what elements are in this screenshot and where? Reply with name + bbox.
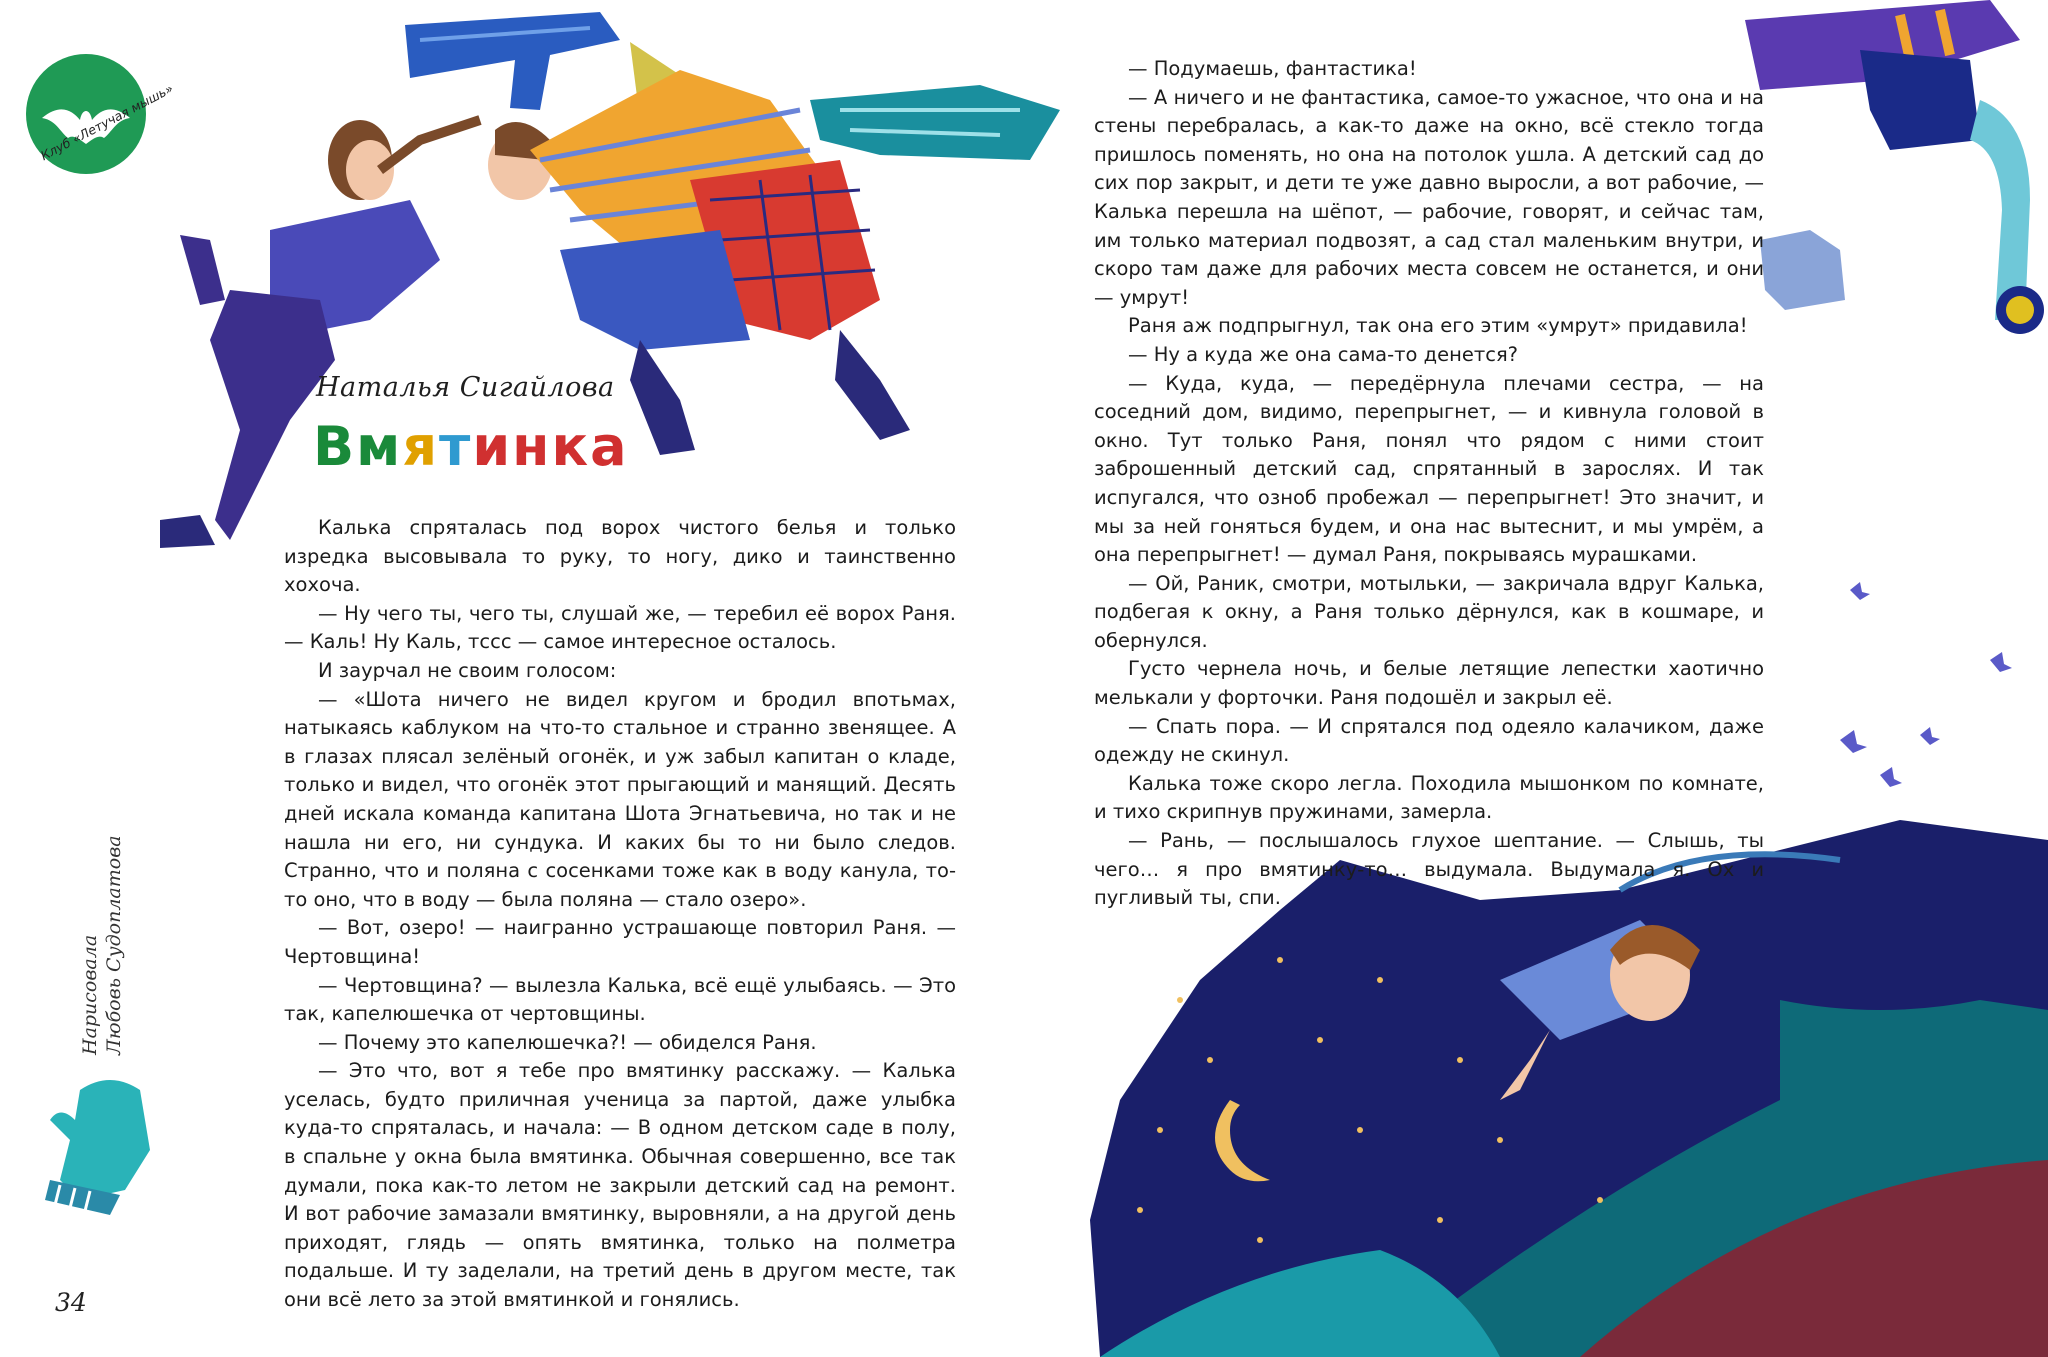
paragraph: — Подумаешь, фантастика!: [1128, 57, 1417, 80]
paragraph: — Почему это капелюшечка?! — обиделся Раня.: [318, 1030, 817, 1054]
title-letter: я: [402, 415, 439, 478]
title-letter: а: [590, 415, 629, 478]
paragraph: — Чертовщина? — вылезла Калька, всё ещё улыбаясь. — Это так, капелюшечка от чертовщины.: [284, 973, 956, 1026]
clothes-illustration: [1740, 0, 2048, 340]
paragraph: Густо чернела ночь, и белые летящие лепестки хаотично мелькали у форточки. Раня подошёл и закрыл её.: [1094, 657, 1764, 710]
title-letter: и: [472, 415, 513, 478]
paragraph: Раня аж подпрыгнул, так она его этим «умрут» придавила!: [1128, 314, 1748, 338]
paragraph: Калька тоже скоро легла. Походила мышонком по комнате, и тихо скрипнув пружинами, замерла.: [1094, 771, 1764, 824]
moths-illustration: [1820, 560, 2048, 820]
title-letter: т: [439, 415, 473, 478]
mitten-illustration: [40, 1070, 180, 1220]
paragraph: — Вот, озеро! — наигранно устрашающе повторил Раня. — Чертовщина!: [284, 916, 956, 968]
paragraph: Калька спряталась под ворох чистого белья и только изредка высовывала то руку, то ногу, дико и таинственно хохоча.: [284, 516, 956, 597]
illustrator-credit: [78, 825, 126, 1055]
left-text-column: [284, 514, 956, 1315]
club-label: Клуб «Летучая мышь»: [38, 80, 176, 164]
story-title: [313, 415, 629, 478]
paragraph: И заурчал не своим голосом:: [318, 658, 617, 682]
credit-line: Нарисовала: [79, 934, 101, 1055]
title-letter: В: [313, 415, 357, 478]
page-number: 34: [55, 1288, 87, 1317]
paragraph: — «Шота ничего не видел кругом и бродил впотьмах, натыкаясь каблуком на что-то стальное и странно звенящее. А в глазах плясал зелёный огонёк, и уж забыл капитан о кладе, только и видел, что огонёк этот прыгающий и манящий. Десять дней искала команда капитана Шота Эгнатьевича, но так и не нашла ни его, ни сундука. И каких бы то ни было следов. Странно, что и поляна с сосенками тоже как в воду канула, то-то оно, что в воду — была поляна — стало озеро».: [284, 687, 956, 911]
paragraph: — Куда, куда, — передёрнула плечами сестра, — на соседний дом, видимо, перепрыгнет, — и кивнула головой в окно. Тут только Раня, понял что рядом с ними стоит заброшенный детский сад, спрятанный в зарослях. И так испугался, что озноб пробежал — перепрыгнет! Это значит, и мы за ней гоняться будем, и она нас вытеснит, и мы умрём, а она перепрыгнет! — думал Раня, покрываясь мурашками.: [1094, 371, 1764, 567]
paragraph: — Рань, — послышалось глухое шептание. — Слышь, ты чего… я про вмятинку-то… выдумала. Выдумала я. Ох и пугливый ты, спи.: [1094, 829, 1764, 910]
paragraph: — Это что, вот я тебе про вмятинку расскажу. — Калька уселась, будто приличная ученица за партой, даже улыбка куда-то спряталась, и начала: — В одном детском саде в полу, в спальне у окна была вмятинка. Обычная совершенно, все так думали, пока как-то летом не закрыли детский сад на ремонт. И вот рабочие замазали вмятинку, выровняли, а на другой день приходят, глядь — опять вмятинка, только на полметра подальше. И ту заделали, на третий день в другом месте, так они всё лето за этой вмятинкой и гонялись.: [284, 1059, 956, 1312]
paragraph: — Спать пора. — И спрятался под одеяло калачиком, даже одежду не скинул.: [1094, 714, 1764, 767]
title-letter: н: [512, 415, 552, 478]
title-letter: к: [551, 415, 591, 478]
author-name: Наталья Сигайлова: [316, 372, 615, 403]
paragraph: — А ничего и не фантастика, самое-то ужасное, что она и на стены перебралась, а как-то даже на окно, всё стекло тогда пришлось поменять, но она на потолок ушла. А детский сад до сих пор закрыт, и дети те уже давно выросли, а вот рабочие, — Калька перешла на шёпот, — рабочие, говорят, и сейчас там, им только материал подвозят, а сад стал маленьким внутри, и скоро там даже для рабочих места совсем не останется, и они — умрут!: [1094, 85, 1764, 309]
credit-line: Любовь Судоплатова: [103, 835, 125, 1055]
paragraph: — Ой, Раник, смотри, мотыльки, — закричала вдруг Калька, подбегая к окну, а Раня только дёрнулся, как в кошмаре, и обернулся.: [1094, 571, 1764, 652]
paragraph: — Ну чего ты, чего ты, слушай же, — теребил её ворох Раня. — Каль! Ну Каль, тссс — самое интересное осталось.: [284, 601, 956, 654]
paragraph: — Ну а куда же она сама-то денется?: [1128, 342, 1519, 366]
title-letter: м: [356, 415, 403, 478]
right-text-column: [1094, 55, 1764, 913]
